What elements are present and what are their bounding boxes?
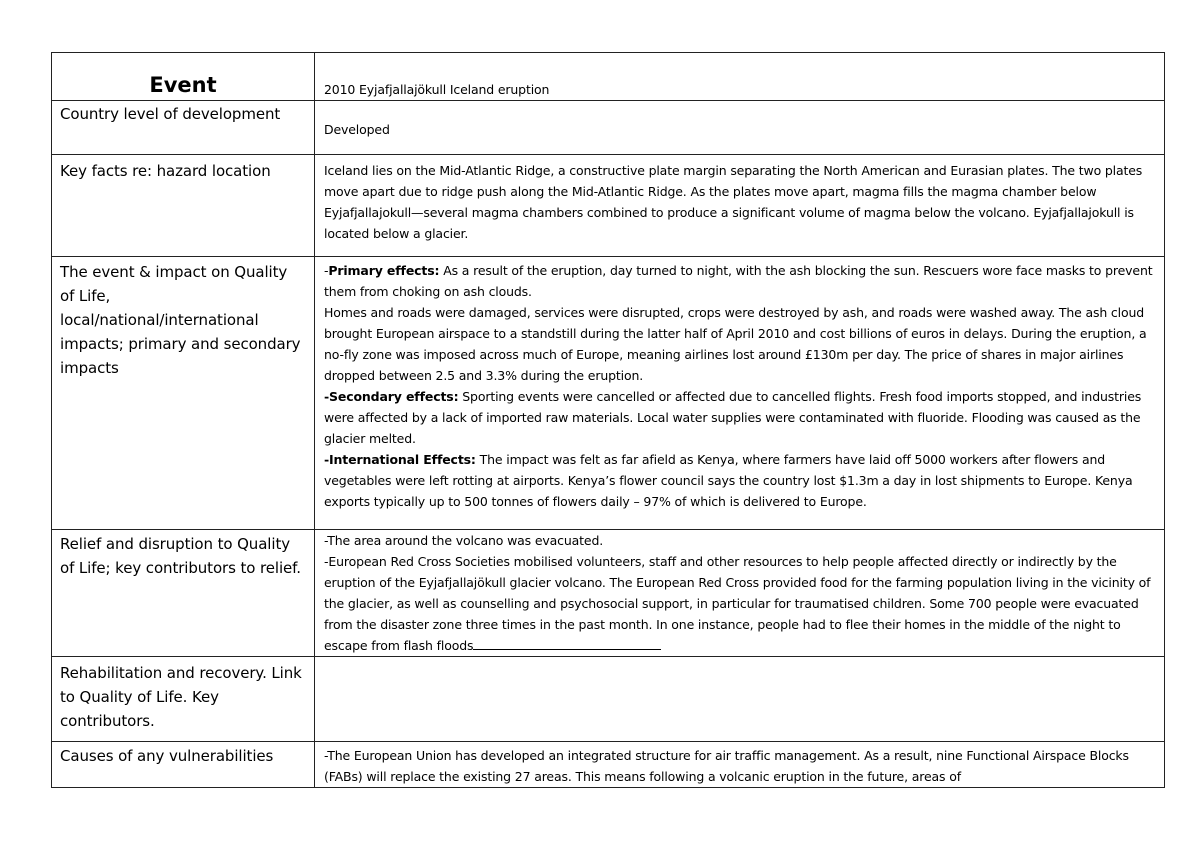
international-effects-text: The impact was felt as far afield as Kenya, where farmers have laid off 5000 workers after flowers and vegetables were left rotting at airports. Kenya’s flower council says the country lost $1.3m a day in lost shipments to Europe. Kenya exports typically up to 500 tonnes of flowers daily – 97% of which is delivered to Europe. [324,452,1133,509]
primary-effects-paragraph: -Primary effects: As a result of the eruption, day turned to night, with the ash blocking the sun. Rescuers wore face masks to prevent them from choking on ash clouds. [324,263,1153,299]
international-effects-heading: -International Effects: [324,452,476,467]
row-development [52,101,1165,155]
row-impact [52,257,1165,530]
rehab-label-cell [52,657,315,742]
rehab-value-cell [315,657,1165,742]
location-value: Iceland lies on the Mid-Atlantic Ridge, a constructive plate margin separating the North American and Eurasian plates. The two plates move apart due to ridge push along the Mid-Atlantic Ridge. As the plates move apart, magma fills the magma chamber below Eyjafjallajokull—several magma chambers combined to produce a significant volume of magma below the volcano. Eyjafjallajokull is located below a glacier. [324,163,1143,241]
row-event [52,53,1165,101]
secondary-effects-paragraph [324,386,1158,449]
location-label: Key facts re: hazard location [60,162,271,180]
secondary-effects-text: Sporting events were cancelled or affected due to cancelled flights. Fresh food imports stopped, and industries were affected by a lack of imported raw materials. Local water supplies were contaminated with fluoride. Flooding was caused as the glacier melted. [324,389,1142,446]
event-label-cell [52,53,315,101]
development-label: Country level of development [60,105,281,123]
relief-label-cell [52,530,315,657]
event-value-cell [315,53,1165,101]
case-study-table [51,52,1165,788]
row-relief [52,530,1165,657]
rehab-value [315,657,1164,659]
impact-label-cell [52,257,315,530]
row-vulnerability [52,742,1165,788]
row-rehab [52,657,1165,742]
relief-label: Relief and disruption to Quality of Life; key contributors to relief. [60,535,301,577]
development-value-cell [315,101,1165,155]
vulnerability-value-cell [315,742,1165,788]
primary-effects-more: Homes and roads were damaged, services were disrupted, crops were destroyed by ash, and roads were washed away. The ash cloud brought European airspace to a standstill during the latter half of April 2010 and cost billions of euros in delays. During the eruption, a no-fly zone was imposed across much of Europe, meaning airlines lost around £130m per day. The price of shares in major airlines dropped between 2.5 and 3.3% during the eruption. [324,305,1147,383]
development-value: Developed [324,122,390,137]
event-heading: Event [149,73,217,97]
vulnerability-value: -The European Union has developed an integrated structure for air traffic management. As a result, nine Functional Airspace Blocks (FABs) will replace the existing 27 areas. This means following a volcanic eruption in the future, areas of [324,748,1129,784]
event-value: 2010 Eyjafjallajökull Iceland eruption [324,82,550,97]
row-location [52,155,1165,257]
rehab-label: Rehabilitation and recovery. Link to Quality of Life. Key contributors. [60,664,302,730]
secondary-effects-heading: -Secondary effects: [324,389,459,404]
relief-line-1: -The area around the volcano was evacuated. [324,533,604,548]
development-label-cell [52,101,315,155]
blank-underline [473,639,661,650]
relief-value [315,530,1164,656]
impact-value [315,257,1164,512]
relief-line-2: -European Red Cross Societies mobilised volunteers, staff and other resources to help people affected directly or indirectly by the eruption of the Eyjafjallajökull glacier volcano. The European Red Cross provided food for the farming population living in the vicinity of the glacier, as well as counselling and psychosocial support, in particular for traumatised children. Some 700 people were evacuated from the disaster zone three times in the past month. In one instance, people had to flee their homes in the middle of the night to escape from flash floods [324,554,1151,653]
international-effects-paragraph [324,449,1158,512]
vulnerability-label: Causes of any vulnerabilities [60,747,274,765]
primary-effects-heading: Primary effects: [328,263,440,278]
location-label-cell [52,155,315,257]
impact-label: The event & impact on Quality of Life, local/national/international impacts; primary and secondary impacts [60,263,301,377]
vulnerability-label-cell [52,742,315,788]
relief-value-cell [315,530,1165,657]
primary-effects-text: As a result of the eruption, day turned to night, with the ash blocking the sun. Rescuers wore face masks to prevent them from choking on ash clouds. [324,263,1153,299]
location-value-cell [315,155,1165,257]
impact-value-cell [315,257,1165,530]
